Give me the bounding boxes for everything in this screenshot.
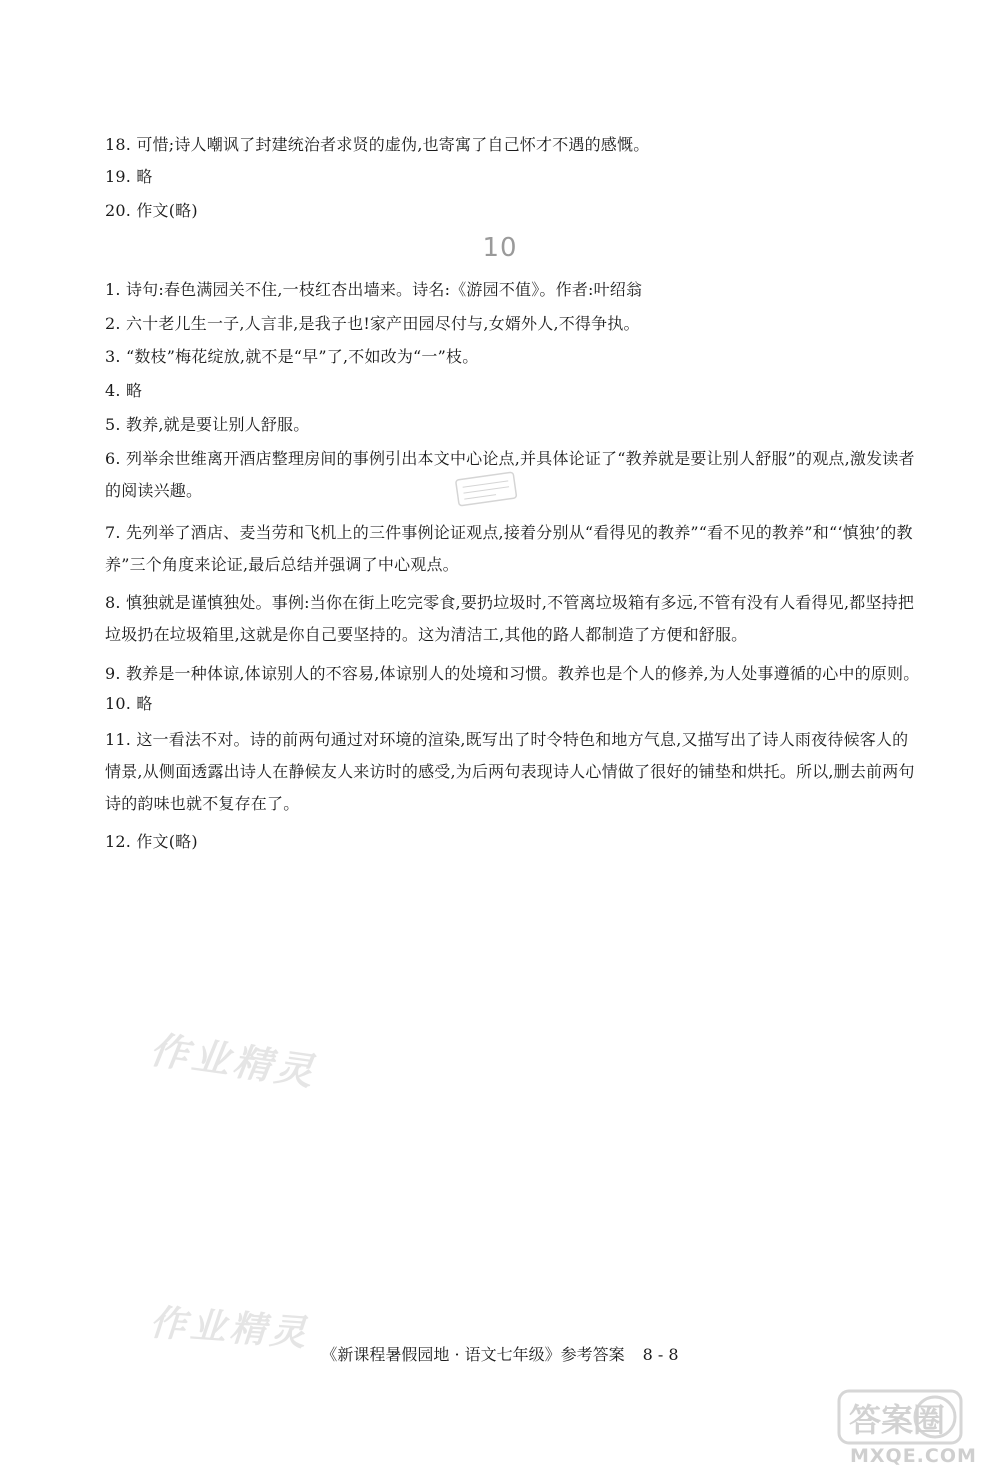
page-footer xyxy=(0,1343,1000,1367)
section-number: 10 xyxy=(482,233,518,263)
answer-2: 2. 六十老儿生一子,人言非,是我子也!家产田园尽付与,女婿外人,不得争执。 xyxy=(105,314,640,333)
answer-8: 8. 慎独就是谨慎独处。事例:当你在街上吃完零食,要扔垃圾时,不管离垃圾箱有多远,不管有没有人看得见,都坚持把垃圾扔在垃圾箱里,这就是你自己要坚持的。这为清洁工,其他的路人都制造了方便和舒服。 xyxy=(105,593,915,644)
answer-4: 4. 略 xyxy=(105,381,143,400)
answer-11: 11. 这一看法不对。诗的前两句通过对环境的渲染,既写出了时令特色和地方气息,又描写出了诗人雨夜待候客人的情景,从侧面透露出诗人在静候友人来访时的感受,为后两句表现诗人心情做了很好的铺垫和烘托。所以,删去前两句诗的韵味也就不复存在了。 xyxy=(105,730,915,813)
answer-10: 10. 略 xyxy=(105,694,153,713)
watermark: 作业精灵 xyxy=(147,1026,320,1095)
answer-3: 3. “数枝”梅花绽放,就不是“早”了,不如改为“一”枝。 xyxy=(105,347,479,366)
answer-12: 12. 作文(略) xyxy=(105,832,198,851)
answer-1: 1. 诗句:春色满园关不住,一枝红杏出墙来。诗名:《游园不值》。作者:叶绍翁 xyxy=(105,280,643,299)
brand-site[interactable]: MXQE.COM xyxy=(850,1445,977,1467)
watermark: 作业精灵 xyxy=(148,1301,312,1355)
answer-20: 20. 作文(略) xyxy=(105,201,198,220)
page-number: 8 - 8 xyxy=(642,1345,679,1364)
brand-logo-text: 答案圈 xyxy=(849,1401,946,1439)
answer-6: 6. 列举余世维离开酒店整理房间的事例引出本文中心论点,并具体论证了“教养就是要让别人舒服”的观点,激发读者的阅读兴趣。 xyxy=(105,449,915,500)
answer-19: 19. 略 xyxy=(105,167,153,186)
answer-5: 5. 教养,就是要让别人舒服。 xyxy=(105,415,310,434)
footer-title: 《新课程暑假园地 · 语文七年级》参考答案 xyxy=(321,1345,625,1364)
answer-18: 18. 可惜;诗人嘲讽了封建统治者求贤的虚伪,也寄寓了自己怀才不遇的感慨。 xyxy=(105,135,650,154)
answer-7: 7. 先列举了酒店、麦当劳和飞机上的三件事例论证观点,接着分别从“看得见的教养”“看不见的教养”和“‘慎独’的教养”三个角度来论证,最后总结并强调了中心观点。 xyxy=(105,523,913,574)
answer-9: 9. 教养是一种体谅,体谅别人的不容易,体谅别人的处境和习惯。教养也是个人的修养,为人处事遵循的心中的原则。 xyxy=(105,664,920,683)
